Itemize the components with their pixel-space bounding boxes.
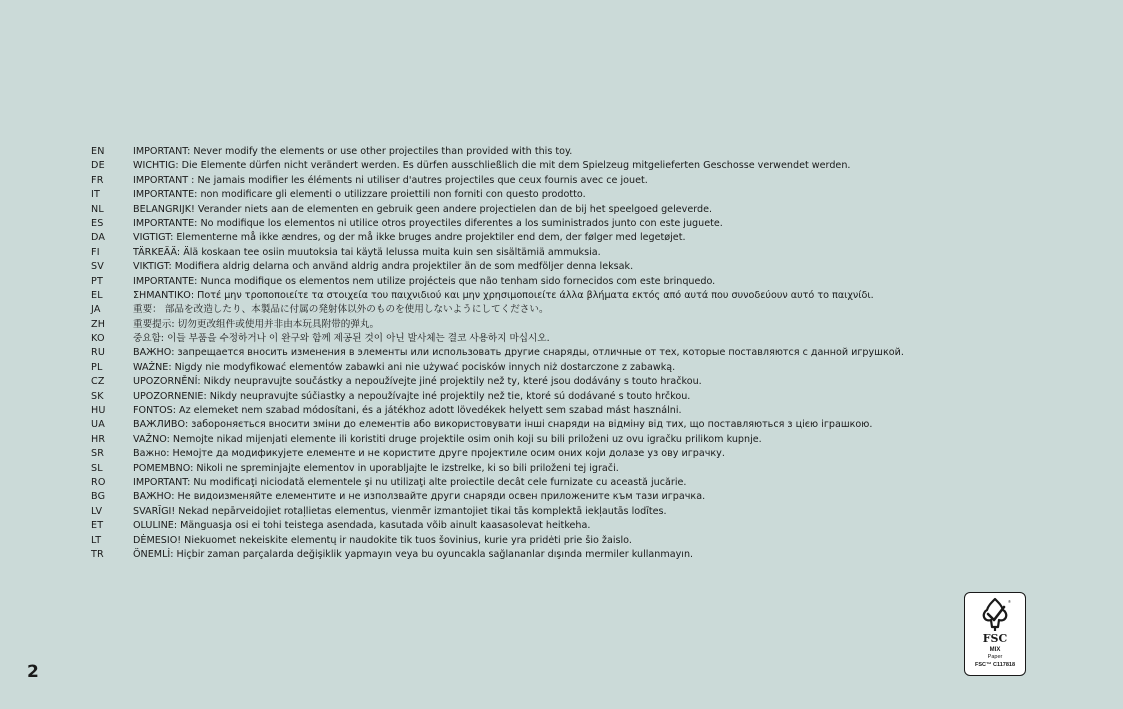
fsc-license-code: FSC™ C117818 — [974, 662, 1016, 668]
language-code: KO — [91, 333, 105, 345]
language-code: IT — [91, 189, 101, 201]
warning-row — [91, 145, 1081, 159]
language-code: EN — [91, 146, 105, 157]
fsc-tree-check-icon — [975, 597, 1015, 633]
warning-text: OLULINE: Mänguasja osi ei tohi teistega asendada, kasutada võib ainult kaasasolevat heitkeha. — [133, 520, 591, 532]
language-code: UA — [91, 419, 105, 431]
svg-text:®: ® — [1008, 599, 1011, 604]
warning-text: WAŻNE: Nigdy nie modyfikować elementów zabawki ani nie używać pocisków innych niż dostarczone z zabawką. — [133, 361, 676, 373]
warning-row — [91, 332, 1081, 346]
warning-text: IMPORTANT: Nu modificaţi niciodată elementele şi nu utilizaţi alte proiectile decât cele furnizate cu această jucărie. — [133, 476, 687, 488]
language-code: SK — [91, 390, 104, 402]
warning-text: UPOZORNĚNÍ: Nikdy neupravujte součástky a nepoužívejte jiné projektily než ty, které jsou dodávány s touto hračkou. — [133, 376, 702, 388]
fsc-name: FSC — [982, 632, 1008, 645]
warning-text: IMPORTANT : Ne jamais modifier les éléments ni utiliser d'autres projectiles que ceux fournis avec ce jouet. — [133, 174, 648, 186]
language-code: ES — [91, 217, 104, 229]
language-code: SV — [91, 261, 105, 273]
warning-text: VIGTIGT: Elementerne må ikke ændres, og der må ikke bruges andre projektiler end dem, der følger med legetøjet. — [133, 232, 686, 244]
warning-text: ÖNEMLİ: Hiçbir zaman parçalarda değişiklik yapmayın veya bu oyuncakla sağlananlar dışında mermiler kullanmayın. — [133, 548, 694, 560]
warning-text: ВАЖНО: запрещается вносить изменения в элементы или использовать другие снаряды, отличные от тех, которые поставляются с данной игрушкой. — [133, 347, 904, 359]
warning-row — [91, 404, 1081, 418]
warning-row — [91, 217, 1081, 231]
warning-row — [91, 289, 1081, 303]
language-code: CZ — [91, 376, 105, 388]
warning-row — [91, 231, 1081, 245]
language-code: TR — [91, 548, 104, 560]
warning-row — [91, 303, 1081, 317]
warning-text: VAŽNO: Nemojte nikad mijenjati elemente ili koristiti druge projektile osim onih koji su bili priloženi uz ovu igračku prilikom kupnje. — [133, 433, 762, 445]
warning-text: IMPORTANT: Never modify the elements or use other projectiles than provided with this toy. — [133, 146, 573, 157]
warning-row — [91, 390, 1081, 404]
warning-text: POMEMBNO: Nikoli ne spreminjajte elementov in uporabljajte le izstrelke, ki so bili priloženi tej igrači. — [133, 462, 619, 474]
warning-text: 중요함: 이들 부품을 수정하거나 이 완구와 함께 제공된 것이 아닌 발사체는 결코 사용하지 마십시오. — [133, 333, 550, 345]
warning-text: ΣΗΜΑΝΤΙΚΟ: Ποτέ μην τροποποιείτε τα στοιχεία του παιχνιδιού και μην χρησιμοποιείτε άλλα βλήματα εκτός από αυτά που συνοδεύουν αυτό το παιχνίδι. — [133, 289, 874, 301]
language-code: HU — [91, 405, 106, 417]
warning-text: IMPORTANTE: Nunca modifique os elementos nem utilize projécteis que não tenham sido fornecidos com este brinquedo. — [133, 275, 716, 287]
warning-text: Важно: Немојте да модификујете елементе и не користите друге пројектиле осим оних који долазе уз ову играчку. — [133, 448, 725, 460]
warning-row — [91, 505, 1081, 519]
warning-row — [91, 188, 1081, 202]
language-code: NL — [91, 203, 104, 215]
warning-text: 重要提示: 切勿更改组件或使用并非由本玩具附带的弹丸。 — [133, 318, 380, 330]
language-code: EL — [91, 289, 103, 301]
language-code: LV — [91, 505, 103, 517]
language-code: ET — [91, 520, 104, 532]
warning-text: ВАЖЛИВО: забороняється вносити зміни до елементів або використовувати інші снаряди на відміну від тих, що поставляються з цією іграшкою. — [133, 419, 873, 431]
warning-row — [91, 476, 1081, 490]
warning-row — [91, 433, 1081, 447]
warning-row — [91, 375, 1081, 389]
safety-warnings-list — [91, 145, 1081, 562]
warning-row — [91, 260, 1081, 274]
warning-row — [91, 246, 1081, 260]
warning-row — [91, 418, 1081, 432]
warning-text: 重要： 部品を改造したり、本製品に付属の発射体以外のものを使用しないようにしてください。 — [133, 304, 549, 316]
warning-text: FONTOS: Az elemeket nem szabad módosítani, és a játékhoz adott lövedékek helyett sem szabad mást használni. — [133, 405, 682, 417]
warning-row — [91, 346, 1081, 360]
warning-text: DĖMESIO! Niekuomet nekeiskite elementų ir naudokite tik tuos šovinius, kurie yra pridėti prie šio žaislo. — [133, 534, 632, 546]
language-code: PL — [91, 361, 103, 373]
warning-text: UPOZORNENIE: Nikdy neupravujte súčiastky a nepoužívajte iné projektily než tie, ktoré sú dodávané s touto hrčkou. — [133, 390, 691, 402]
warning-row — [91, 548, 1081, 562]
warning-text: IMPORTANTE: non modificare gli elementi o utilizzare proiettili non forniti con questo prodotto. — [133, 189, 586, 201]
warning-text: WICHTIG: Die Elemente dürfen nicht verändert werden. Es dürfen ausschließlich die mit dem Spielzeug mitgelieferten Geschosse verwendet werden. — [133, 160, 851, 172]
warning-text: VIKTIGT: Modifiera aldrig delarna och använd aldrig andra projektiler än de som medföljer denna leksak. — [133, 261, 634, 273]
language-code: JA — [91, 304, 101, 316]
warning-row — [91, 174, 1081, 188]
warning-text: IMPORTANTE: No modifique los elementos ni utilice otros proyectiles diferentes a los suministrados junto con este juguete. — [133, 217, 723, 229]
warning-row — [91, 203, 1081, 217]
page-number: 2 — [27, 662, 39, 682]
language-code: LT — [91, 534, 102, 546]
warning-row — [91, 462, 1081, 476]
fsc-mix-label: MIX — [989, 647, 1001, 653]
warning-row — [91, 519, 1081, 533]
language-code: FI — [91, 246, 100, 258]
warning-row — [91, 318, 1081, 332]
language-code: HR — [91, 433, 106, 445]
language-code: FR — [91, 174, 104, 186]
language-code: BG — [91, 491, 106, 503]
warning-text: SVARĪGI! Nekad nepārveidojiet rotaļlietas elementus, vienmēr izmantojiet tikai tās komplektā iekļautās lodītes. — [133, 505, 667, 517]
warning-text: ВАЖНО: Не видоизменяйте елементите и не използвайте други снаряди освен приложените към тази играчка. — [133, 491, 706, 503]
language-code: SR — [91, 448, 105, 460]
warning-row — [91, 447, 1081, 461]
language-code: SL — [91, 462, 103, 474]
warning-text: BELANGRIJK! Verander niets aan de elementen en gebruik geen andere projectielen dan de bij het speelgoed geleverde. — [133, 203, 713, 215]
language-code: RU — [91, 347, 106, 359]
fsc-material: Paper — [987, 654, 1003, 660]
warning-row — [91, 159, 1081, 173]
language-code: ZH — [91, 318, 106, 330]
language-code: DE — [91, 160, 105, 172]
warning-text: TÄRKEÄÄ: Älä koskaan tee osiin muutoksia tai käytä lelussa muita kuin sen sisältämiä ammuksia. — [133, 246, 601, 258]
warning-row — [91, 361, 1081, 375]
language-code: DA — [91, 232, 106, 244]
fsc-certification-logo — [964, 592, 1026, 676]
warning-row — [91, 534, 1081, 548]
language-code: PT — [91, 275, 104, 287]
language-code: RO — [91, 476, 106, 488]
warning-row — [91, 275, 1081, 289]
warning-row — [91, 490, 1081, 504]
